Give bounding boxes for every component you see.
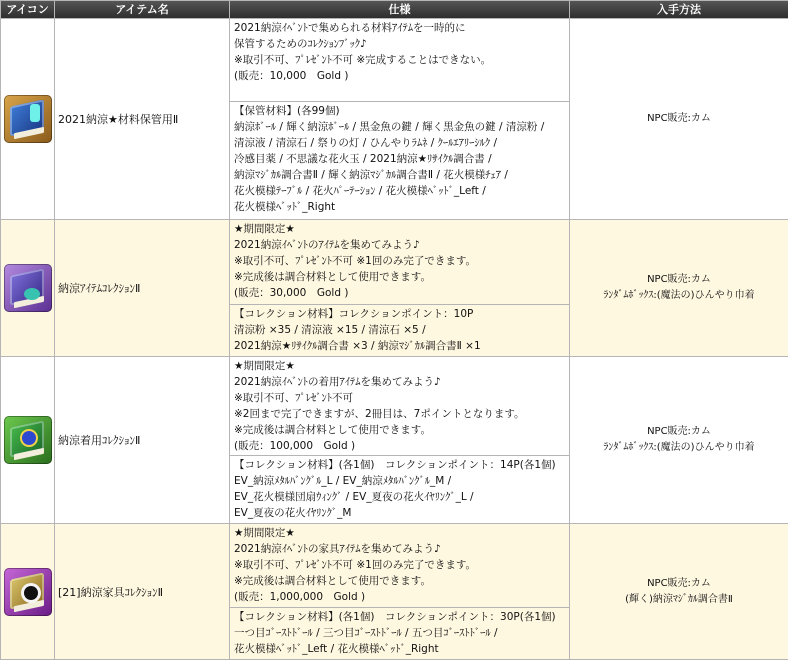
item-name: [21]納涼家具ｺﾚｸｼｮﾝⅡ	[55, 524, 230, 660]
item-row	[1, 220, 788, 305]
header-icon: アイコン	[1, 1, 55, 19]
item-acquisition: NPC販売:カム	[570, 19, 788, 220]
item-acquisition: NPC販売:カム (輝く)納涼ﾏｼﾞｶﾙ調合書Ⅱ	[570, 524, 788, 660]
item-materials: 【コレクション材料】(各1個) コレクションポイント：30P(各1個) 一つ目ｺﾞｰｽﾄﾄﾞｰﾙ / 三つ目ｺﾞｰｽﾄﾄﾞｰﾙ / 五つ目ｺﾞｰｽﾄﾄﾞｰﾙ / 花火模様ﾍﾞｯﾄﾞ_Left / 花火模様ﾍﾞｯﾄﾞ_Right	[230, 608, 570, 660]
item-description: ★期間限定★ 2021納涼ｲﾍﾞﾝﾄの家具ｱｲﾃﾑを集めてみよう♪ ※取引不可、ﾌﾟﾚｾﾞﾝﾄ不可 ※1回のみ完了できます。 ※完成後は調合材料として使用できます。 (販売：1,000,000 Gold )	[230, 524, 570, 608]
item-row	[1, 357, 788, 456]
header-row	[1, 1, 788, 19]
item-materials: 【コレクション材料】(各1個) コレクションポイント：14P(各1個) EV_納涼ﾒﾀﾙﾊﾞﾝｸﾞﾙ_L / EV_納涼ﾒﾀﾙﾊﾞﾝｸﾞﾙ_M / EV_花火模様団扇ｳｨﾝｸﾞ / EV_夏夜の花火ｲﾔﾘﾝｸﾞ_L / EV_夏夜の花火ｲﾔﾘﾝｸﾞ_M	[230, 456, 570, 524]
item-icon-cell	[1, 524, 55, 660]
item-description: ★期間限定★ 2021納涼ｲﾍﾞﾝﾄの着用ｱｲﾃﾑを集めてみよう♪ ※取引不可、ﾌﾟﾚｾﾞﾝﾄ不可 ※2回まで完了できますが、2冊目は、7ポイントとなります。 ※完成後は調合材料として使用できます。 (販売：100,000 Gold )	[230, 357, 570, 456]
blue-storage-book-icon	[4, 95, 52, 143]
item-acquisition: NPC販売:カム ﾗﾝﾀﾞﾑﾎﾞｯｸｽ:(魔法の)ひんやり巾着	[570, 220, 788, 357]
violet-furniture-book-icon	[4, 568, 52, 616]
purple-collection-book-icon	[4, 264, 52, 312]
item-icon-cell	[1, 357, 55, 524]
item-icon-cell	[1, 19, 55, 220]
item-acquisition: NPC販売:カム ﾗﾝﾀﾞﾑﾎﾞｯｸｽ:(魔法の)ひんやり巾着	[570, 357, 788, 524]
header-how: 入手方法	[570, 1, 788, 19]
item-description: ★期間限定★ 2021納涼ｲﾍﾞﾝﾄのｱｲﾃﾑを集めてみよう♪ ※取引不可、ﾌﾟﾚｾﾞﾝﾄ不可 ※1回のみ完了できます。 ※完成後は調合材料として使用できます。 (販売：30,000 Gold )	[230, 220, 570, 305]
item-materials: 【保管材料】(各99個) 納涼ﾎﾞｰﾙ / 輝く納涼ﾎﾞｰﾙ / 黒金魚の鍵 / 輝く黒金魚の鍵 / 清涼粉 / 清涼液 / 清涼石 / 祭りの灯 / ひんやりﾗﾑﾈ / ｸｰﾙｴｱﾘｰｼﾙｸ / 冷感目薬 / 不思議な花火玉 / 2021納涼★ﾘｻｲｸﾙ調合書 / 納涼ﾏｼﾞｶﾙ調合書Ⅱ / 輝く納涼ﾏｼﾞｶﾙ調合書Ⅱ / 花火模様ﾁｪｱ / 花火模様ﾃｰﾌﾞﾙ / 花火ﾊﾟｰﾃｰｼｮﾝ / 花火模様ﾍﾞｯﾄﾞ_Left / 花火模様ﾍﾞｯﾄﾞ_Right	[230, 102, 570, 220]
header-spec: 仕様	[230, 1, 570, 19]
item-row	[1, 19, 788, 102]
green-outfit-book-icon	[4, 416, 52, 464]
header-name: アイテム名	[55, 1, 230, 19]
item-name: 納涼ｱｲﾃﾑｺﾚｸｼｮﾝⅡ	[55, 220, 230, 357]
item-name: 納涼着用ｺﾚｸｼｮﾝⅡ	[55, 357, 230, 524]
item-icon-cell	[1, 220, 55, 357]
item-materials: 【コレクション材料】コレクションポイント：10P 清涼粉 ×35 / 清涼液 ×15 / 清涼石 ×5 / 2021納涼★ﾘｻｲｸﾙ調合書 ×3 / 納涼ﾏｼﾞｶﾙ調合書Ⅱ ×1	[230, 305, 570, 357]
item-description: 2021納涼ｲﾍﾞﾝﾄで集められる材料ｱｲﾃﾑを一時的に 保管するためのｺﾚｸｼｮﾝﾌﾞｯｸ♪ ※取引不可、ﾌﾟﾚｾﾞﾝﾄ不可 ※完成することはできない。 (販売：10,000 Gold )	[230, 19, 570, 102]
item-name: 2021納涼★材料保管用Ⅱ	[55, 19, 230, 220]
item-row	[1, 524, 788, 608]
